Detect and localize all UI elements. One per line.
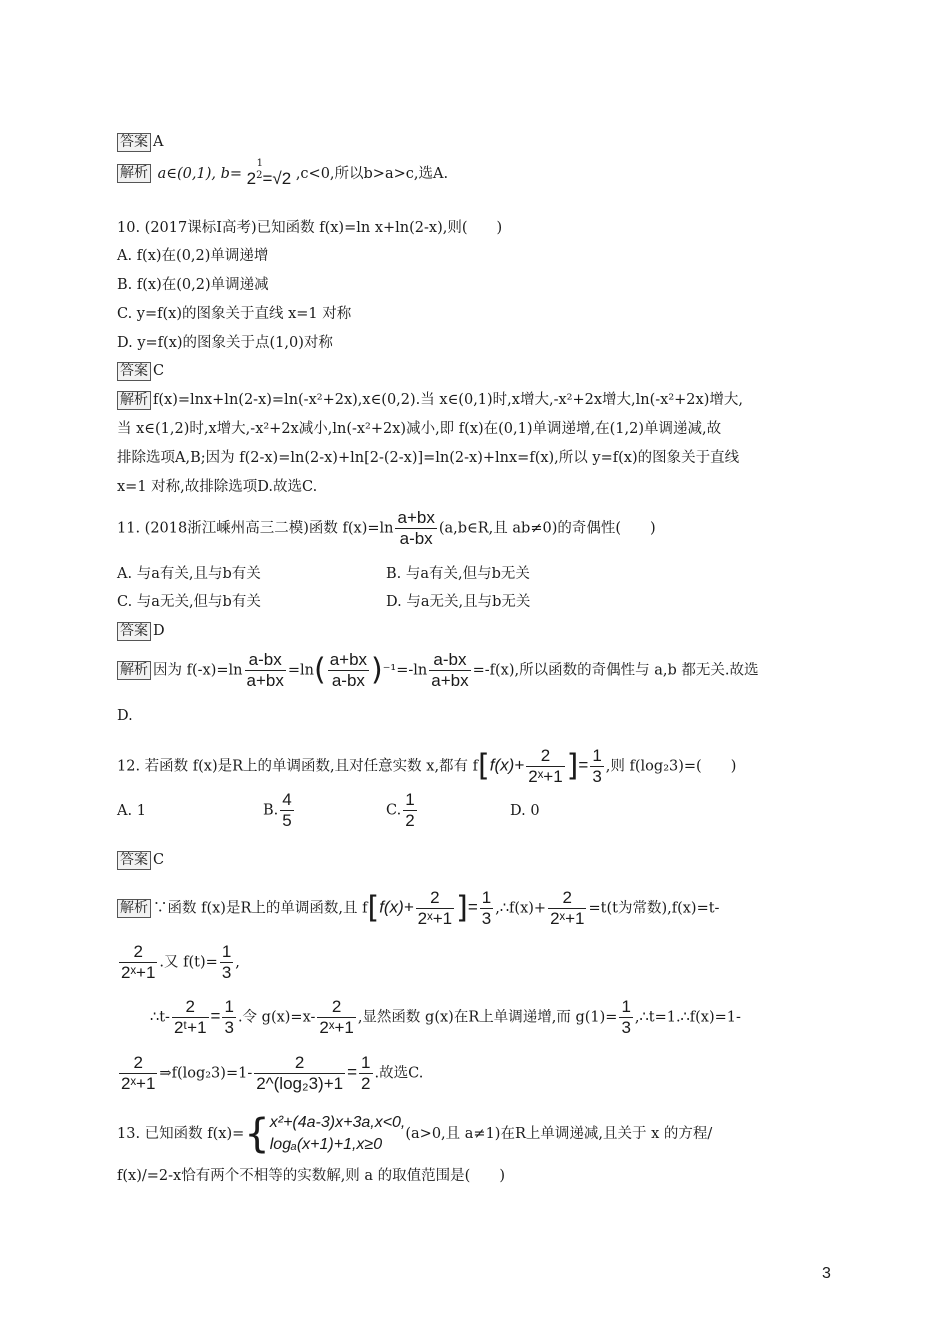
q12-option-c [386,790,419,831]
q10-option-b: B. f(x)在(0,2)单调递减 [117,277,269,293]
q12-an3-r2 [619,997,632,1038]
q9-answer-line [117,132,163,152]
q12-in-den: 2ˣ+1 [528,767,563,786]
q12-an1-f2-num: 2 [548,888,586,909]
q10-analysis-line-3: 排除选项A,B;因为 f(2-x)=ln(2-x)+ln[2-(2-x)]=ln(2-x)+lnx=f(x),所以 y=f(x)的图象关于直线 [117,450,740,466]
q11-an-f3-num: a-bx [429,650,470,671]
q12-in-frac [526,746,564,787]
q12-an1-inner: f(x)+ [379,897,414,917]
q9-b-def: b= [220,165,243,182]
q11-an-f3-den: a+bx [431,671,469,690]
q12-an3-frac2 [317,997,355,1038]
q12-option-b [263,790,296,831]
q9-root-expr [246,158,292,190]
q12-r-den: 3 [592,767,602,786]
q12-an3-frac [172,997,209,1038]
q12-in-num: 2 [526,746,564,767]
q12-an1-num: 2 [416,888,454,909]
q12-answer: C [153,852,165,868]
q12-oc-den: 2 [405,811,415,830]
q12-an3-eq: = [210,1006,221,1026]
q11-stem [117,508,656,549]
q12-an4-frac [119,1053,157,1094]
q12-stem: 12. 若函数 f(x)是R上的单调函数,且对任意实数 x,都有 f[f(x)+ $\frac{2}{\text{2ˣ+1}}$ ]= $\frac{1}{3}$ ,则 f(log₂3)=( ) [117,746,737,786]
q12-an1-r-num: 1 [481,888,492,907]
q9-exp: 2 [256,170,263,181]
q11-option-b: B. 与a有关,但与b无关 [386,566,530,582]
answer-tag: 答案 [117,622,151,641]
q10-analysis-text-1: f(x)=lnx+ln(2-x)=ln(-x²+2x),x∈(0,2).当 x∈(0,1)时,x增大,-x²+2x增大,ln(-x²+2x)增大, [153,392,743,408]
q12-an4-f2-den: 2^(log₂3)+1 [256,1074,344,1093]
q12-r-frac [590,746,603,787]
q12-an3-r-den: 3 [224,1018,234,1037]
q9-exp-frac: 1 [256,158,264,169]
q13-stem-b: (a>0,且 a≠1)在R上单调递减,且关于 x 的方程/ [405,1126,713,1142]
analysis-tag: 解析 [117,899,151,918]
q10-option-d: D. y=f(x)的图象关于点(1,0)对称 [117,335,333,351]
q12-an2-den: 2ˣ+1 [121,963,156,982]
q11-an-f2-num: a+bx [329,650,368,669]
page-number: 3 [822,1265,831,1282]
q12-an3-d: ,∴t=1.∴f(x)=1- [634,1009,741,1026]
q11-an-frac-3 [429,650,470,691]
q12-analysis-line-4 [117,1053,423,1094]
q11-stem-a: 11. (2018浙江嵊州高三二模)函数 f(x)=ln [117,520,394,537]
q12-stem-a: 12. 若函数 f(x)是R上的单调函数,且对任意实数 x,都有 f [117,758,479,775]
q12-an3-r2-den: 3 [621,1018,631,1037]
q12-analysis-line-1: 解析 ∵函数 f(x)是R上的单调函数,且 f[f(x)+ $\frac{2}{\text{2ˣ+1}}$ ]= $\frac{1}{3}$ ,∴f(x)+ $\frac{2}{\text{2ˣ+1}}$ =t(t为常数),f(x)=t- [117,888,719,929]
q12-eq: = [578,755,589,775]
q12-an4-r [359,1053,372,1094]
q12-an4-r-num: 1 [361,1053,371,1072]
q11-an-f2-den: a-bx [331,671,365,690]
q10-stem: 10. (2017课标Ⅰ高考)已知函数 f(x)=ln x+ln(2-x),则( ) [117,220,503,236]
q11-analysis-line: 解析 因为 f(-x)=ln $\frac{a-bx}{a+bx}$ =ln( $\frac{a+bx}{a-bx}$ )⁻¹=-ln $\frac{a-bx}{a+bx}$ =-f(x),所以函数的奇偶性与 a,b 都无关.故选 [117,650,759,691]
q12-an1-den: 2ˣ+1 [417,909,453,928]
q12-an2-b: , [235,954,240,971]
q12-an4-a: ⇒f(log₂3)=1- [159,1065,253,1082]
q12-an1-r [480,888,493,929]
q12-an1-eq: = [467,897,478,917]
q12-analysis-line-3 [150,997,741,1038]
q11-answer: D [153,623,165,639]
q12-an1-a: ∵函数 f(x)是R上的单调函数,且 f [153,900,368,917]
q10-analysis-line-2: 当 x∈(1,2)时,x增大,-x²+2x减小,ln(-x²+2x)减小,即 f(x)在(0,1)单调递增,在(1,2)单调递减,故 [117,421,722,437]
q10-analysis-line-4: x=1 对称,故排除选项D.故选C. [117,479,318,495]
q12-an2-a: .又 f(t)= [159,954,218,971]
q12-stem-b: ,则 f(log₂3)=( ) [605,758,737,775]
q11-option-c: C. 与a无关,但与b有关 [117,594,261,610]
q12-inner: f(x)+ [489,755,525,775]
q9-base: 2 [246,168,257,188]
q12-an4-b: .故选C. [374,1065,424,1082]
q11-an-frac-2 [328,650,369,691]
answer-tag: 答案 [117,133,151,152]
q11-analysis-a: 因为 f(-x)=ln [153,662,243,679]
q12-an2-num: 2 [119,942,157,963]
q12-an2-r-num: 1 [221,942,232,961]
q12-an2-frac [119,942,157,983]
q13-stem-a: 13. 已知函数 f(x)= [117,1126,245,1142]
q12-an3-c: ,显然函数 g(x)在R上单调递增,而 g(1)= [357,1009,618,1026]
q11-an-mid2: ⁻¹=-ln [382,662,428,679]
q13-piece-2: logₐ(x+1)+1,x≥0 [269,1136,383,1153]
q9-eq: =√2 [262,168,292,188]
q12-an3-den: 2ᵗ+1 [173,1018,207,1037]
q11-an-frac-1 [245,650,286,691]
q13-piecewise [270,1112,406,1156]
q11-option-a: A. 与a有关,且与b有关 [117,566,261,582]
q12-an2-r [220,942,233,983]
q11-fraction [395,508,436,549]
q13-piece-1: x²+(4a-3)x+3a,x<0, [269,1114,406,1131]
q13-stem-continued: f(x)/=2-x恰有两个不相等的实数解,则 a 的取值范围是( ) [117,1168,505,1184]
q12-an4-den: 2ˣ+1 [121,1074,156,1093]
answer-tag: 答案 [117,362,151,381]
q12-an1-r-den: 3 [481,909,492,928]
q11-an-f1-den: a+bx [246,671,284,690]
q10-answer-line [117,361,164,381]
q11-analysis-end: D. [117,708,133,724]
q12-an4-eq: = [347,1062,358,1082]
q11-an-mid1: =ln [287,662,314,679]
q9-analysis-line [117,158,449,188]
analysis-tag: 解析 [117,164,151,183]
q12-an4-num: 2 [119,1053,157,1074]
q11-stem-b: (a,b∈R,且 ab≠0)的奇偶性( ) [438,520,656,537]
q12-oc-num: 1 [405,790,415,809]
q12-an1-f2-den: 2ˣ+1 [550,909,585,928]
q12-an3-r-num: 1 [224,997,234,1016]
q12-an3-b: .令 g(x)=x- [237,1009,316,1026]
q10-option-a: A. f(x)在(0,2)单调递增 [117,248,269,264]
q12-an1-c: =t(t为常数),f(x)=t- [588,900,720,917]
q10-analysis-line-1 [117,390,743,410]
q12-an4-r-den: 2 [361,1074,371,1093]
q9-analysis-rest: ,c<0,所以b>a>c,选A. [295,165,449,182]
analysis-tag: 解析 [117,391,151,410]
q12-an3-f2-num: 2 [317,997,355,1018]
q12-an3-a: ∴t- [150,1009,170,1026]
q12-an3-f2-den: 2ˣ+1 [319,1018,354,1037]
q12-an2-r-den: 3 [221,963,232,982]
q12-an1-frac2 [548,888,586,929]
answer-tag: 答案 [117,851,151,870]
q12-an3-r2-num: 1 [621,997,631,1016]
q12-oc-frac [403,790,416,831]
q12-an1-frac [416,888,454,929]
q12-an4-f2-num: 2 [254,1053,345,1074]
q11-option-d: D. 与a无关,且与b无关 [386,594,531,610]
q10-option-c: C. y=f(x)的图象关于直线 x=1 对称 [117,306,352,322]
q12-an3-r [222,997,235,1038]
q9-analysis-text: a∈(0,1), [157,165,216,182]
q11-analysis-b: =-f(x),所以函数的奇偶性与 a,b 都无关.故选 [472,662,759,679]
q12-ob-frac [280,790,293,831]
q12-an1-b: ,∴f(x)+ [495,900,547,917]
q11-frac-num: a+bx [397,508,435,527]
analysis-tag: 解析 [117,661,151,680]
q12-an3-num: 2 [172,997,209,1018]
q12-opt-b-label: B. [263,802,279,819]
q11-frac-den: a-bx [399,529,433,548]
q12-analysis-line-2 [117,942,240,983]
q10-answer: C [153,363,165,379]
q12-option-d: D. 0 [510,803,540,819]
q11-an-f1-num: a-bx [245,650,286,671]
q12-opt-c-label: C. [386,802,402,819]
q9-answer: A [153,134,164,150]
q12-an4-frac2 [254,1053,345,1094]
q12-r-num: 1 [592,746,602,765]
q12-answer-line [117,850,164,870]
q12-ob-den: 5 [282,811,292,830]
q12-option-a: A. 1 [117,803,146,819]
q11-answer-line [117,621,165,641]
q13-stem: 13. 已知函数 f(x)={ x²+(4a-3)x+3a,x<0, logₐ(x+1)+1,x≥0 (a>0,且 a≠1)在R上单调递减,且关于 x 的方程/ [117,1111,713,1157]
q12-ob-num: 4 [282,790,292,809]
